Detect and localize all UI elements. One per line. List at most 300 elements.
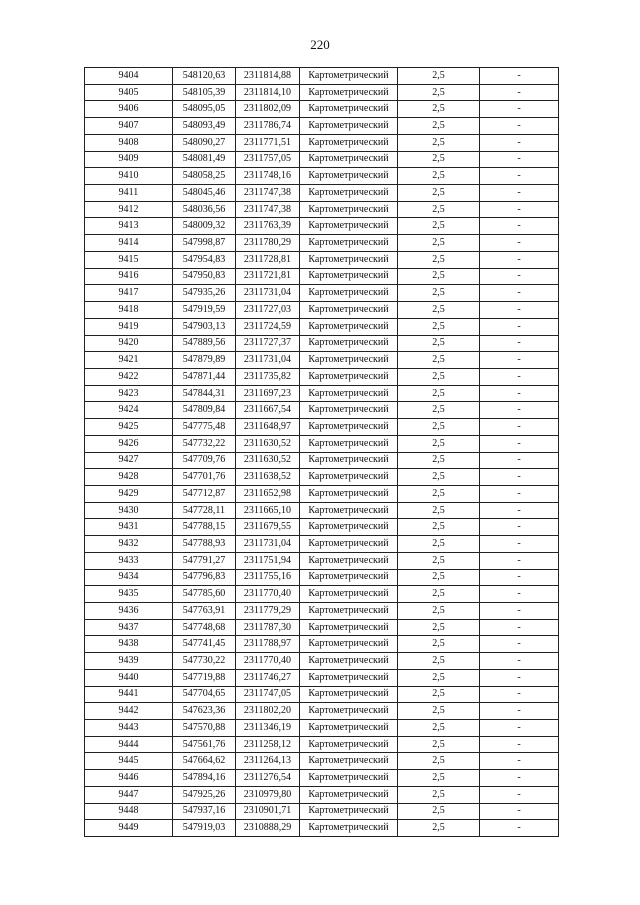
method-cell: Картометрический [300, 753, 398, 770]
accuracy-cell: 2,5 [398, 251, 480, 268]
x-coordinate-cell: 547796,83 [173, 569, 236, 586]
table-row [85, 251, 559, 268]
x-coordinate-cell: 547937,16 [173, 803, 236, 820]
method-cell: Картометрический [300, 536, 398, 553]
point-number-cell: 9413 [85, 218, 173, 235]
x-coordinate-cell: 547844,31 [173, 385, 236, 402]
y-coordinate-cell: 2311747,38 [236, 185, 300, 202]
x-coordinate-cell: 547712,87 [173, 485, 236, 502]
note-cell: - [480, 736, 559, 753]
note-cell: - [480, 469, 559, 486]
y-coordinate-cell: 2311746,27 [236, 669, 300, 686]
point-number-cell: 9404 [85, 68, 173, 85]
note-cell: - [480, 552, 559, 569]
accuracy-cell: 2,5 [398, 586, 480, 603]
x-coordinate-cell: 548058,25 [173, 168, 236, 185]
table-row [85, 736, 559, 753]
y-coordinate-cell: 2311755,16 [236, 569, 300, 586]
accuracy-cell: 2,5 [398, 485, 480, 502]
y-coordinate-cell: 2311779,29 [236, 603, 300, 620]
point-number-cell: 9432 [85, 536, 173, 553]
method-cell: Картометрический [300, 385, 398, 402]
table-row [85, 536, 559, 553]
method-cell: Картометрический [300, 803, 398, 820]
x-coordinate-cell: 547775,48 [173, 419, 236, 436]
accuracy-cell: 2,5 [398, 636, 480, 653]
table-row [85, 452, 559, 469]
x-coordinate-cell: 547925,26 [173, 786, 236, 803]
y-coordinate-cell: 2311652,98 [236, 485, 300, 502]
accuracy-cell: 2,5 [398, 569, 480, 586]
note-cell: - [480, 368, 559, 385]
coordinates-table [84, 67, 559, 837]
table-row [85, 134, 559, 151]
x-coordinate-cell: 548090,27 [173, 134, 236, 151]
point-number-cell: 9410 [85, 168, 173, 185]
accuracy-cell: 2,5 [398, 803, 480, 820]
accuracy-cell: 2,5 [398, 285, 480, 302]
method-cell: Картометрический [300, 669, 398, 686]
method-cell: Картометрический [300, 469, 398, 486]
note-cell: - [480, 118, 559, 135]
method-cell: Картометрический [300, 452, 398, 469]
accuracy-cell: 2,5 [398, 268, 480, 285]
accuracy-cell: 2,5 [398, 686, 480, 703]
note-cell: - [480, 653, 559, 670]
method-cell: Картометрический [300, 435, 398, 452]
method-cell: Картометрический [300, 168, 398, 185]
y-coordinate-cell: 2311771,51 [236, 134, 300, 151]
table-row [85, 368, 559, 385]
y-coordinate-cell: 2311802,09 [236, 101, 300, 118]
note-cell: - [480, 352, 559, 369]
method-cell: Картометрический [300, 318, 398, 335]
point-number-cell: 9416 [85, 268, 173, 285]
table-row [85, 118, 559, 135]
accuracy-cell: 2,5 [398, 118, 480, 135]
x-coordinate-cell: 547919,03 [173, 820, 236, 837]
accuracy-cell: 2,5 [398, 235, 480, 252]
note-cell: - [480, 770, 559, 787]
method-cell: Картометрический [300, 151, 398, 168]
table-row [85, 68, 559, 85]
accuracy-cell: 2,5 [398, 452, 480, 469]
point-number-cell: 9415 [85, 251, 173, 268]
x-coordinate-cell: 548081,49 [173, 151, 236, 168]
y-coordinate-cell: 2311748,16 [236, 168, 300, 185]
y-coordinate-cell: 2311276,54 [236, 770, 300, 787]
note-cell: - [480, 786, 559, 803]
method-cell: Картометрический [300, 485, 398, 502]
point-number-cell: 9406 [85, 101, 173, 118]
point-number-cell: 9436 [85, 603, 173, 620]
x-coordinate-cell: 547748,68 [173, 619, 236, 636]
table-row [85, 84, 559, 101]
method-cell: Картометрический [300, 285, 398, 302]
x-coordinate-cell: 547763,91 [173, 603, 236, 620]
y-coordinate-cell: 2311264,13 [236, 753, 300, 770]
method-cell: Картометрический [300, 569, 398, 586]
point-number-cell: 9441 [85, 686, 173, 703]
x-coordinate-cell: 547709,76 [173, 452, 236, 469]
accuracy-cell: 2,5 [398, 669, 480, 686]
table-row [85, 285, 559, 302]
y-coordinate-cell: 2311727,37 [236, 335, 300, 352]
table-row [85, 335, 559, 352]
accuracy-cell: 2,5 [398, 820, 480, 837]
accuracy-cell: 2,5 [398, 619, 480, 636]
note-cell: - [480, 419, 559, 436]
method-cell: Картометрический [300, 185, 398, 202]
point-number-cell: 9443 [85, 720, 173, 737]
point-number-cell: 9434 [85, 569, 173, 586]
note-cell: - [480, 435, 559, 452]
accuracy-cell: 2,5 [398, 736, 480, 753]
accuracy-cell: 2,5 [398, 185, 480, 202]
method-cell: Картометрический [300, 84, 398, 101]
method-cell: Картометрический [300, 201, 398, 218]
point-number-cell: 9405 [85, 84, 173, 101]
point-number-cell: 9444 [85, 736, 173, 753]
accuracy-cell: 2,5 [398, 519, 480, 536]
y-coordinate-cell: 2311679,55 [236, 519, 300, 536]
accuracy-cell: 2,5 [398, 770, 480, 787]
x-coordinate-cell: 547954,83 [173, 251, 236, 268]
accuracy-cell: 2,5 [398, 335, 480, 352]
note-cell: - [480, 686, 559, 703]
point-number-cell: 9411 [85, 185, 173, 202]
y-coordinate-cell: 2311731,04 [236, 536, 300, 553]
note-cell: - [480, 803, 559, 820]
point-number-cell: 9428 [85, 469, 173, 486]
x-coordinate-cell: 547903,13 [173, 318, 236, 335]
note-cell: - [480, 134, 559, 151]
point-number-cell: 9419 [85, 318, 173, 335]
y-coordinate-cell: 2311735,82 [236, 368, 300, 385]
table-row [85, 168, 559, 185]
method-cell: Картометрический [300, 603, 398, 620]
method-cell: Картометрический [300, 703, 398, 720]
table-row [85, 803, 559, 820]
method-cell: Картометрический [300, 302, 398, 319]
note-cell: - [480, 569, 559, 586]
method-cell: Картометрический [300, 586, 398, 603]
table-row [85, 669, 559, 686]
table-row [85, 185, 559, 202]
point-number-cell: 9442 [85, 703, 173, 720]
y-coordinate-cell: 2311697,23 [236, 385, 300, 402]
point-number-cell: 9418 [85, 302, 173, 319]
method-cell: Картометрический [300, 402, 398, 419]
accuracy-cell: 2,5 [398, 302, 480, 319]
point-number-cell: 9449 [85, 820, 173, 837]
method-cell: Картометрический [300, 786, 398, 803]
note-cell: - [480, 452, 559, 469]
accuracy-cell: 2,5 [398, 101, 480, 118]
table-row [85, 619, 559, 636]
x-coordinate-cell: 547719,88 [173, 669, 236, 686]
table-row [85, 636, 559, 653]
table-row [85, 519, 559, 536]
accuracy-cell: 2,5 [398, 469, 480, 486]
note-cell: - [480, 753, 559, 770]
note-cell: - [480, 502, 559, 519]
method-cell: Картометрический [300, 235, 398, 252]
x-coordinate-cell: 547561,76 [173, 736, 236, 753]
y-coordinate-cell: 2311747,38 [236, 201, 300, 218]
y-coordinate-cell: 2311258,12 [236, 736, 300, 753]
y-coordinate-cell: 2311802,20 [236, 703, 300, 720]
method-cell: Картометрический [300, 419, 398, 436]
point-number-cell: 9433 [85, 552, 173, 569]
note-cell: - [480, 168, 559, 185]
table-row [85, 703, 559, 720]
x-coordinate-cell: 547728,11 [173, 502, 236, 519]
point-number-cell: 9448 [85, 803, 173, 820]
table-row [85, 235, 559, 252]
y-coordinate-cell: 2311727,03 [236, 302, 300, 319]
y-coordinate-cell: 2311780,29 [236, 235, 300, 252]
note-cell: - [480, 402, 559, 419]
note-cell: - [480, 536, 559, 553]
method-cell: Картометрический [300, 368, 398, 385]
point-number-cell: 9409 [85, 151, 173, 168]
table-row [85, 485, 559, 502]
note-cell: - [480, 151, 559, 168]
y-coordinate-cell: 2311787,30 [236, 619, 300, 636]
point-number-cell: 9430 [85, 502, 173, 519]
method-cell: Картометрический [300, 118, 398, 135]
method-cell: Картометрический [300, 502, 398, 519]
x-coordinate-cell: 547791,27 [173, 552, 236, 569]
x-coordinate-cell: 547732,22 [173, 435, 236, 452]
y-coordinate-cell: 2311751,94 [236, 552, 300, 569]
method-cell: Картометрический [300, 519, 398, 536]
table-row [85, 268, 559, 285]
table-row [85, 101, 559, 118]
accuracy-cell: 2,5 [398, 552, 480, 569]
x-coordinate-cell: 547788,93 [173, 536, 236, 553]
accuracy-cell: 2,5 [398, 502, 480, 519]
y-coordinate-cell: 2311724,59 [236, 318, 300, 335]
point-number-cell: 9412 [85, 201, 173, 218]
accuracy-cell: 2,5 [398, 402, 480, 419]
note-cell: - [480, 268, 559, 285]
table-row [85, 469, 559, 486]
y-coordinate-cell: 2310901,71 [236, 803, 300, 820]
page-number: 220 [310, 37, 330, 52]
method-cell: Картометрический [300, 352, 398, 369]
note-cell: - [480, 68, 559, 85]
note-cell: - [480, 720, 559, 737]
table-row [85, 786, 559, 803]
accuracy-cell: 2,5 [398, 168, 480, 185]
point-number-cell: 9427 [85, 452, 173, 469]
x-coordinate-cell: 547623,36 [173, 703, 236, 720]
method-cell: Картометрический [300, 636, 398, 653]
table-row [85, 419, 559, 436]
x-coordinate-cell: 547935,26 [173, 285, 236, 302]
point-number-cell: 9421 [85, 352, 173, 369]
point-number-cell: 9431 [85, 519, 173, 536]
table-row [85, 653, 559, 670]
y-coordinate-cell: 2311728,81 [236, 251, 300, 268]
method-cell: Картометрический [300, 68, 398, 85]
method-cell: Картометрический [300, 720, 398, 737]
x-coordinate-cell: 548095,05 [173, 101, 236, 118]
note-cell: - [480, 619, 559, 636]
y-coordinate-cell: 2311346,19 [236, 720, 300, 737]
point-number-cell: 9437 [85, 619, 173, 636]
note-cell: - [480, 302, 559, 319]
note-cell: - [480, 84, 559, 101]
note-cell: - [480, 385, 559, 402]
y-coordinate-cell: 2311667,54 [236, 402, 300, 419]
point-number-cell: 9429 [85, 485, 173, 502]
method-cell: Картометрический [300, 268, 398, 285]
note-cell: - [480, 235, 559, 252]
point-number-cell: 9424 [85, 402, 173, 419]
point-number-cell: 9407 [85, 118, 173, 135]
accuracy-cell: 2,5 [398, 151, 480, 168]
note-cell: - [480, 636, 559, 653]
accuracy-cell: 2,5 [398, 703, 480, 720]
note-cell: - [480, 703, 559, 720]
note-cell: - [480, 251, 559, 268]
table-row [85, 770, 559, 787]
note-cell: - [480, 318, 559, 335]
accuracy-cell: 2,5 [398, 318, 480, 335]
x-coordinate-cell: 548105,39 [173, 84, 236, 101]
table-row [85, 402, 559, 419]
point-number-cell: 9425 [85, 419, 173, 436]
method-cell: Картометрический [300, 101, 398, 118]
table-row [85, 552, 559, 569]
x-coordinate-cell: 547701,76 [173, 469, 236, 486]
y-coordinate-cell: 2311770,40 [236, 653, 300, 670]
accuracy-cell: 2,5 [398, 536, 480, 553]
y-coordinate-cell: 2311814,10 [236, 84, 300, 101]
x-coordinate-cell: 548036,56 [173, 201, 236, 218]
note-cell: - [480, 586, 559, 603]
point-number-cell: 9435 [85, 586, 173, 603]
x-coordinate-cell: 548120,63 [173, 68, 236, 85]
x-coordinate-cell: 547871,44 [173, 368, 236, 385]
accuracy-cell: 2,5 [398, 435, 480, 452]
table-row [85, 820, 559, 837]
note-cell: - [480, 101, 559, 118]
x-coordinate-cell: 547730,22 [173, 653, 236, 670]
table-row [85, 569, 559, 586]
method-cell: Картометрический [300, 218, 398, 235]
method-cell: Картометрический [300, 335, 398, 352]
accuracy-cell: 2,5 [398, 720, 480, 737]
table-row [85, 218, 559, 235]
point-number-cell: 9446 [85, 770, 173, 787]
table-row [85, 753, 559, 770]
method-cell: Картометрический [300, 736, 398, 753]
table-row [85, 686, 559, 703]
method-cell: Картометрический [300, 770, 398, 787]
accuracy-cell: 2,5 [398, 753, 480, 770]
x-coordinate-cell: 547998,87 [173, 235, 236, 252]
point-number-cell: 9426 [85, 435, 173, 452]
accuracy-cell: 2,5 [398, 653, 480, 670]
accuracy-cell: 2,5 [398, 134, 480, 151]
note-cell: - [480, 335, 559, 352]
accuracy-cell: 2,5 [398, 218, 480, 235]
note-cell: - [480, 669, 559, 686]
x-coordinate-cell: 548093,49 [173, 118, 236, 135]
note-cell: - [480, 820, 559, 837]
method-cell: Картометрический [300, 134, 398, 151]
method-cell: Картометрический [300, 653, 398, 670]
y-coordinate-cell: 2311747,05 [236, 686, 300, 703]
table-body [85, 68, 559, 837]
accuracy-cell: 2,5 [398, 603, 480, 620]
table-row [85, 151, 559, 168]
point-number-cell: 9447 [85, 786, 173, 803]
point-number-cell: 9445 [85, 753, 173, 770]
y-coordinate-cell: 2311638,52 [236, 469, 300, 486]
table-row [85, 586, 559, 603]
accuracy-cell: 2,5 [398, 352, 480, 369]
x-coordinate-cell: 547785,60 [173, 586, 236, 603]
accuracy-cell: 2,5 [398, 368, 480, 385]
y-coordinate-cell: 2311731,04 [236, 352, 300, 369]
table-row [85, 352, 559, 369]
accuracy-cell: 2,5 [398, 786, 480, 803]
x-coordinate-cell: 547919,59 [173, 302, 236, 319]
accuracy-cell: 2,5 [398, 385, 480, 402]
point-number-cell: 9414 [85, 235, 173, 252]
note-cell: - [480, 285, 559, 302]
y-coordinate-cell: 2311648,97 [236, 419, 300, 436]
point-number-cell: 9417 [85, 285, 173, 302]
x-coordinate-cell: 547889,56 [173, 335, 236, 352]
table-row [85, 435, 559, 452]
y-coordinate-cell: 2311763,39 [236, 218, 300, 235]
method-cell: Картометрический [300, 251, 398, 268]
table-row [85, 603, 559, 620]
x-coordinate-cell: 548009,32 [173, 218, 236, 235]
y-coordinate-cell: 2310979,80 [236, 786, 300, 803]
method-cell: Картометрический [300, 552, 398, 569]
point-number-cell: 9440 [85, 669, 173, 686]
y-coordinate-cell: 2311757,05 [236, 151, 300, 168]
note-cell: - [480, 485, 559, 502]
point-number-cell: 9438 [85, 636, 173, 653]
note-cell: - [480, 185, 559, 202]
x-coordinate-cell: 547664,62 [173, 753, 236, 770]
point-number-cell: 9439 [85, 653, 173, 670]
method-cell: Картометрический [300, 619, 398, 636]
note-cell: - [480, 603, 559, 620]
table-row [85, 318, 559, 335]
x-coordinate-cell: 547879,89 [173, 352, 236, 369]
x-coordinate-cell: 547570,88 [173, 720, 236, 737]
accuracy-cell: 2,5 [398, 201, 480, 218]
accuracy-cell: 2,5 [398, 84, 480, 101]
y-coordinate-cell: 2311814,88 [236, 68, 300, 85]
accuracy-cell: 2,5 [398, 68, 480, 85]
y-coordinate-cell: 2311788,97 [236, 636, 300, 653]
y-coordinate-cell: 2311770,40 [236, 586, 300, 603]
y-coordinate-cell: 2311630,52 [236, 452, 300, 469]
y-coordinate-cell: 2311721,81 [236, 268, 300, 285]
point-number-cell: 9420 [85, 335, 173, 352]
table-row [85, 385, 559, 402]
